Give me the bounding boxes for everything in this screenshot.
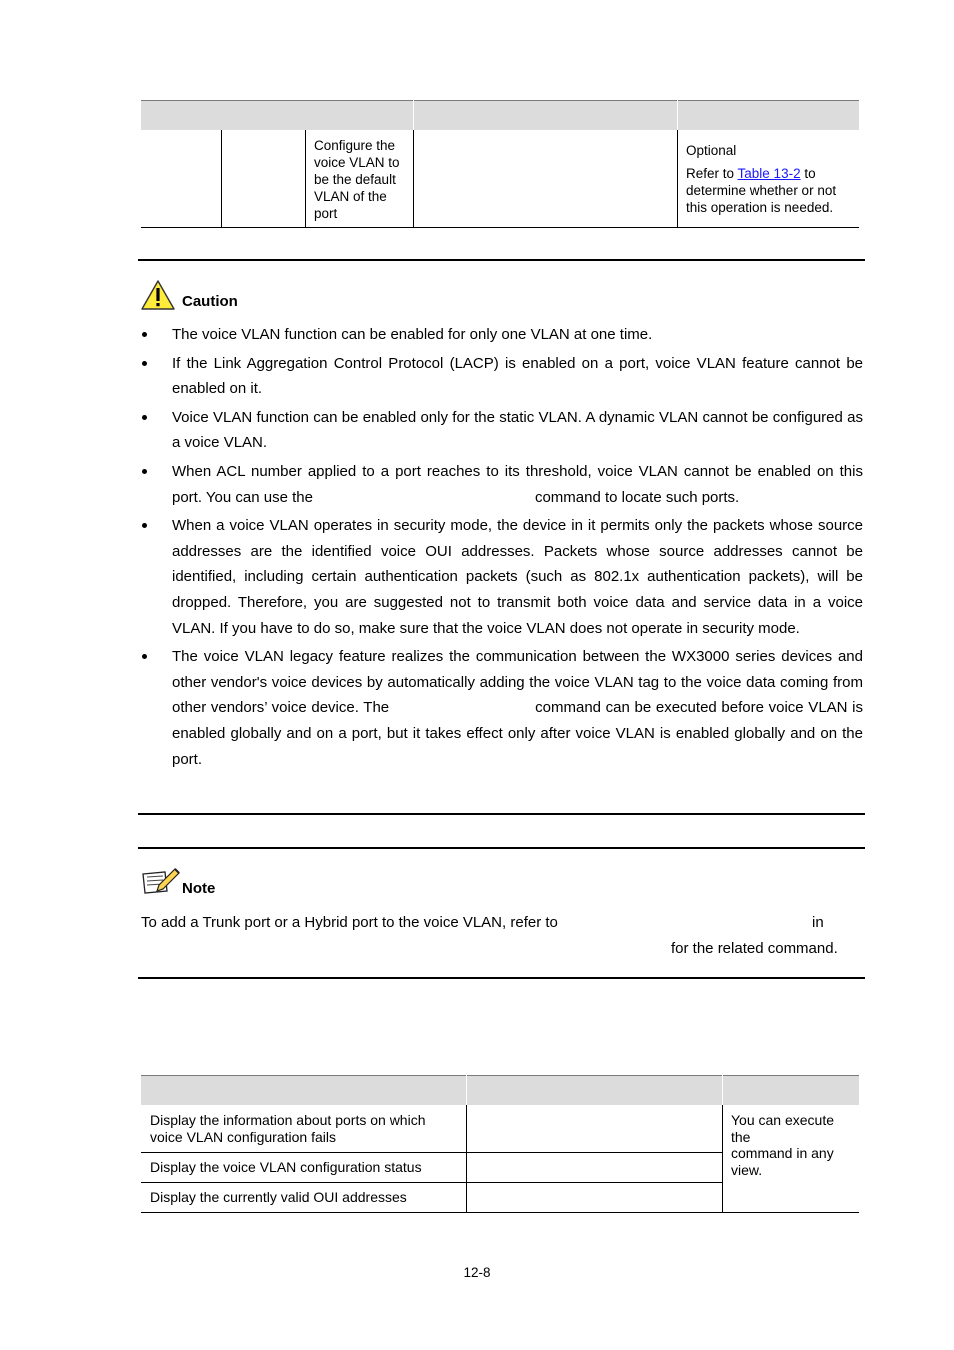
- bullet-icon: [142, 361, 147, 366]
- row-line: [141, 1182, 722, 1183]
- list-item: [141, 405, 863, 456]
- remark-optional: Optional: [686, 143, 737, 158]
- config-table: [141, 100, 859, 228]
- table-header: [141, 100, 859, 130]
- list-item: [141, 351, 863, 402]
- caution-label: Caution: [182, 293, 238, 310]
- note-line-1a: To add a Trunk port or a Hybrid port to the voice VLAN, refer to: [141, 914, 558, 931]
- header-divider: [413, 100, 414, 130]
- list-item-text: When a voice VLAN operates in security mode, the device in it permits only the packets whose source addresses are the identified voice OUI addresses. Packets whose source addresses cannot be identified, including certain authentication packets (such as 802.1x authentication packets), will be dropped. Therefore, you are suggested not to transmit both voice data and service data in a voice VLAN. If you have to do so, make sure that the voice VLAN does not operate in security mode.: [172, 517, 863, 637]
- caution-bottom-rule: [138, 813, 865, 815]
- note-pencil-icon: [141, 866, 181, 894]
- list-item-text: When ACL number applied to a port reaches to its threshold, voice VLAN cannot be enabled on this port. You can use the: [172, 462, 863, 506]
- bullet-icon: [142, 415, 147, 420]
- list-item-text: The voice VLAN legacy feature realizes the communication between the WX3000 series devices and other vendor's voice devices by automatically adding the voice VLAN tag to the voice data coming from other vendors’ voice device. The: [172, 648, 863, 717]
- table-link[interactable]: Table 13-2: [737, 166, 801, 181]
- bullet-icon: [142, 654, 147, 659]
- note-line-1b: in: [812, 914, 824, 931]
- bullet-icon: [142, 332, 147, 337]
- list-item: [141, 513, 863, 641]
- page-number: 12-8: [463, 1265, 491, 1280]
- list-item-text: Voice VLAN function can be enabled only for the static VLAN. A dynamic VLAN cannot be configured as a voice VLAN.: [172, 408, 863, 452]
- header-divider: [677, 100, 678, 130]
- table-bottom-border: [141, 227, 859, 228]
- caution-list: [141, 322, 863, 775]
- remark-line: command in any view.: [731, 1145, 834, 1178]
- list-item: [141, 459, 863, 510]
- remark-prefix: Refer to: [686, 166, 738, 181]
- note-top-rule: [138, 847, 865, 849]
- bullet-icon: [142, 469, 147, 474]
- note-label: Note: [182, 880, 216, 897]
- remark-refer: [686, 165, 856, 216]
- list-item-text: command to locate such ports.: [534, 488, 740, 506]
- row-line: [141, 1152, 722, 1153]
- list-item-text: If the Link Aggregation Control Protocol (LACP) is enabled on a port, voice VLAN feature cannot be enabled on it.: [172, 354, 863, 398]
- table-header: [141, 1075, 859, 1105]
- header-divider: [466, 1075, 467, 1105]
- bullet-icon: [142, 523, 147, 528]
- remark-suffix: to determine whether or not this operation is needed.: [686, 166, 837, 215]
- list-item-text: The voice VLAN function can be enabled for only one VLAN at one time.: [172, 326, 653, 343]
- column-line: [413, 130, 414, 228]
- caution-top-rule: [138, 259, 865, 261]
- list-item: [141, 322, 863, 348]
- remark-cell: [731, 1112, 849, 1178]
- column-line: [466, 1105, 467, 1213]
- column-line: [305, 130, 306, 228]
- display-table: [141, 1075, 859, 1213]
- column-line: [722, 1105, 723, 1213]
- list-item-text: command can be executed before voice VLAN is enabled globally and on a port, but it takes effect only after voice VLAN is enabled globally and on the port.: [172, 699, 863, 768]
- list-item: [141, 644, 863, 772]
- column-line: [221, 130, 222, 228]
- column-line: [677, 130, 678, 228]
- remark-line: You can execute the: [731, 1112, 835, 1145]
- note-line-2: for the related command.: [671, 940, 838, 957]
- table-row: Display the currently valid OUI addresses: [150, 1189, 407, 1205]
- header-divider: [722, 1075, 723, 1105]
- table-row: Display the voice VLAN configuration status: [150, 1159, 422, 1175]
- action-cell: Configure the voice VLAN to be the default VLAN of the port: [314, 138, 400, 221]
- table-bottom-border: [141, 1212, 859, 1213]
- note-bottom-rule: [138, 977, 865, 979]
- remark-cell: [686, 142, 856, 216]
- table-row: Display the information about ports on which voice VLAN configuration fails: [150, 1112, 426, 1145]
- warning-icon: [141, 280, 175, 310]
